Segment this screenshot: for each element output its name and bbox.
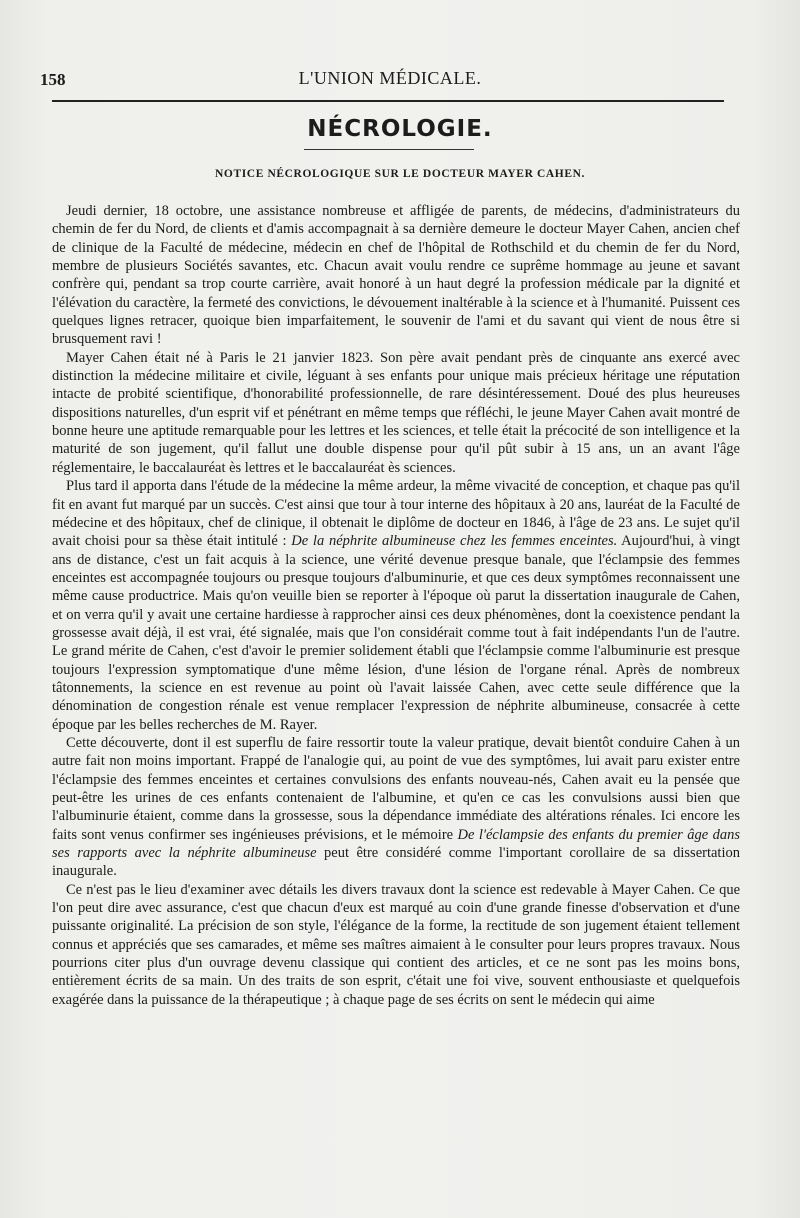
paragraph-1: Jeudi dernier, 18 octobre, une assistance nombreuse et affligée de parents, de médecins, d'administrateurs du chemin de fer du Nord, de clients et d'amis accompagnait à sa dernière demeure le docteur Mayer Cahen, ancien chef de clinique de la Faculté de médecine, médecin en chef de l'hôpital de Rothschild et du chemin de fer du Nord, membre de plusieurs Sociétés savantes, etc. Chacun avait voulu rendre ce suprême hommage au jeune et savant confrère qui, pendant sa trop courte carrière, avait honoré à un haut degré la profession médicale par la dignité et l'élévation du caractère, la fermeté des convictions, le dévouement inaltérable à la science et à l'humanité. Puissent ces quelques lignes retracer, quoique bien imparfaitement, le souvenir de l'ami et du savant qui vient de nous être si brusquement ravi ! [52,203,740,348]
memoir-title: De l'éclampsie des enfants du premier âge dans ses rapports avec la néphrite albumineuse [52,826,740,862]
paragraph-2: Mayer Cahen était né à Paris le 21 janvier 1823. Son père avait pendant près de cinquante ans exercé avec distinction la médecine militaire et civile, léguant à ses enfants pour unique mais précieux héritage une réputation intacte de probité scientifique, d'honorabilité professionnelle, de rare désintéressement. Doué des plus heureuses dispositions naturelles, d'un esprit vif et pénétrant en même temps que réfléchi, le jeune Mayer Cahen avait montré de bonne heure une aptitude remarquable pour les lettres et les sciences, et telle était la précocité de son intelligence et la maturité de son jugement, qu'il fallut une double dispense pour qu'il pût subir à 15 ans, un an avant l'âge réglementaire, le baccalauréat ès lettres et le baccalauréat ès sciences. [52,349,740,476]
paragraph-3-text-a: Plus tard il apporta dans l'étude de la médecine la même ardeur, la même vivacité de conception, et chaque pas qu'il fit en avant fut marqué par un succès. C'est ainsi que tour à tour interne des hôpitaux à 20 ans, lauréat de la Faculté de médecine et des hôpitaux, chef de clinique, il obtenait le diplôme de docteur en 1846, à l'âge de 23 ans. Le sujet qu'il avait choisi pour sa thèse était intitulé : [52,478,740,550]
article-subtitle: NOTICE NÉCROLOGIQUE SUR LE DOCTEUR MAYER CAHEN. [215,168,585,180]
paragraph-3 [52,477,740,734]
article-body [52,202,740,1009]
paragraph-4-text-b: peut être considéré comme l'important corollaire de sa dissertation inaugurale. [52,845,740,880]
thesis-title: De la néphrite albumineuse chez les femmes enceintes. [291,533,618,550]
paragraph-4-text-a: Cette découverte, dont il est superflu de faire ressortir toute la valeur pratique, devait bientôt conduire Cahen à un autre fait non moins important. Frappé de l'analogie qui, au point de vue des symptômes, lui avait paru exister entre l'éclampsie des femmes enceintes et certaines convulsions des enfants nouveau-nés, Cahen avait eu la pensée que peut-être les urines de ces enfants contenaient de l'albumine, et qu'en ce cas les convulsions aussi bien que l'albuminurie étaient, comme dans la grossesse, sous la dépendance immédiate des altérations rénales. Ici encore les faits sont venus confirmer ses ingénieuses prévisions, et le mémoire [52,734,740,843]
paragraph-4 [52,734,740,881]
page-header [40,62,740,92]
running-title: L'UNION MÉDICALE. [298,68,482,88]
title-underline [304,149,474,150]
header-rule [52,100,724,102]
section-title: NÉCROLOGIE. [307,116,493,142]
paragraph-3-text-b: Aujourd'hui, à vingt ans de distance, c'est un fait acquis à la science, une vérité devenue presque banale, que l'éclampsie des femmes enceintes est accompagnée toujours ou presque toujours d'albuminurie, et que ces deux symptômes reconnaissent une même cause productrice. Mais qu'on veuille bien se reporter à l'époque où parut la dissertation inaugurale de Cahen, et on verra qu'il y avait une certaine hardiesse à rapprocher ainsi ces deux phénomènes, dont la coexistence pendant la grossesse avait déjà, il est vrai, été signalée, mais que l'on considérait comme tout à fait indépendants l'un de l'autre. Le grand mérite de Cahen, c'est d'avoir le premier solidement établi que l'éclampsie comme l'albuminurie est presque toujours l'expression symptomatique d'une même lésion, d'une lésion de l'organe rénal. Après de nombreux tâtonnements, la science en est revenue au point où l'avait laissée Cahen, avec cette seule différence que la dénomination de congestion rénale est venue remplacer l'expression de néphrite albumineuse, consacrée à cette époque par les belles recherches de M. Rayer. [52,533,740,733]
page-number: 158 [40,70,66,89]
paragraph-5: Ce n'est pas le lieu d'examiner avec détails les divers travaux dont la science est redevable à Mayer Cahen. Ce que l'on peut dire avec assurance, c'est que chacun d'eux est marqué au coin d'une grande finesse d'observation et d'une puissante originalité. La précision de son style, l'élégance de la forme, la rectitude de son jugement étaient tellement connus et appréciés que ses camarades, et même ses maîtres aimaient à le consulter pour leurs propres travaux. Nous pourrions citer plus d'un ouvrage devenu classique qui contient des articles, et ce ne sont pas les moins bons, entièrement écrits de sa main. Un des traits de son esprit, c'était une foi vive, souvent enthousiaste et quelquefois exagérée dans la puissance de la thérapeutique ; à chaque page de ses écrits on sent le médecin qui aime [52,881,740,1008]
